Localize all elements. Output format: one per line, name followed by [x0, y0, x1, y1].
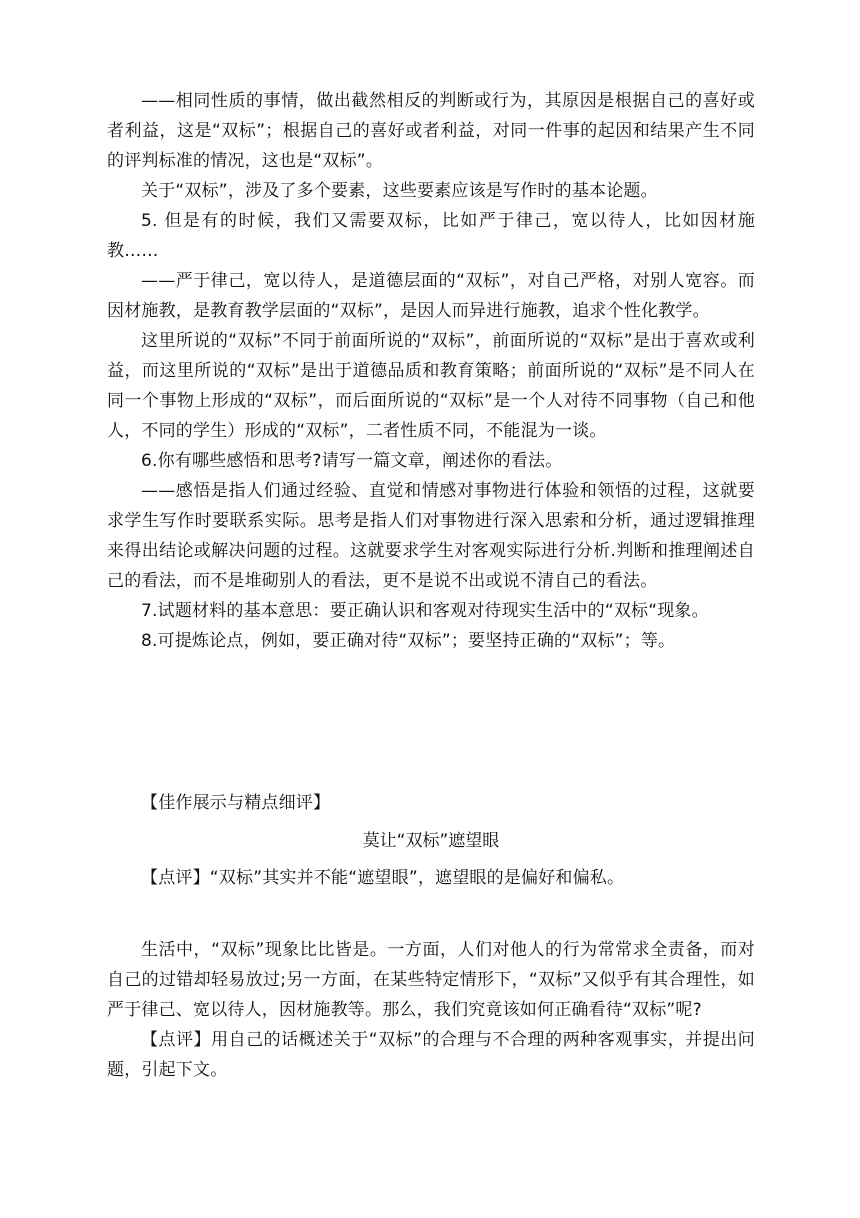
paragraph-moral-double-standard: ——严于律己，宽以待人，是道德层面的“双标”，对自己严格，对别人宽容。而因材施教，是教育教学层面的“双标”，是因人而异进行施教，追求个性化教学。: [107, 271, 755, 321]
paragraph-point-8: 8.可提炼论点，例如，要正确对待“双标”；要坚持正确的“双标”；等。: [141, 631, 676, 651]
essay-title: 莫让“双标”遮望眼: [362, 831, 500, 851]
paragraph-point-7: 7.试题材料的基本意思：要正确认识和客观对待现实生活中的“双标“现象。: [141, 601, 709, 621]
paragraph-elements: 关于“双标”，涉及了多个要素，这些要素应该是写作时的基本论题。: [141, 181, 658, 201]
paragraph-reflection: ——感悟是指人们通过经验、直觉和情感对事物进行体验和领悟的过程，这就要求学生写作时要联系实际。思考是指人们对事物进行深入思索和分析，通过逻辑推理来得出结论或解决问题的过程。这就要求学生对客观实际进行分析.判断和推理阐述自己的看法，而不是堆砌别人的看法，更不是说不出或说不清自己的看法。: [107, 481, 755, 591]
paragraph-point-5: 5. 但是有的时候，我们又需要双标，比如严于律己，宽以待人，比如因材施教……: [107, 211, 755, 261]
essay-heading-block: [107, 788, 755, 818]
comment-one: 【点评】“双标”其实并不能“遮望眼”，遮望眼的是偏好和偏私。: [141, 868, 625, 888]
paragraph-definition: ——相同性质的事情，做出截然相反的判断或行为，其原因是根据自己的喜好或者利益，这是“双标”；根据自己的喜好或者利益，对同一件事的起因和结果产生不同的评判标准的情况，这也是“双标”。: [107, 91, 755, 171]
comment-block-1: [107, 863, 755, 893]
essay-body: [107, 935, 755, 1085]
essay-paragraph-one: 生活中，“双标”现象比比皆是。一方面，人们对他人的行为常常求全责备，而对自己的过错却轻易放过;另一方面，在某些特定情形下，“双标”又似乎有其合理性，如严于律己、宽以待人，因材施教等。那么，我们究竟该如何正确看待“双标”呢?: [107, 940, 755, 1020]
paragraph-difference: 这里所说的“双标”不同于前面所说的“双标”，前面所说的“双标”是出于喜欢或利益，而这里所说的“双标”是出于道德品质和教育策略；前面所说的“双标”是不同人在同一个事物上形成的“双标”，而后面所说的“双标”是一个人对待不同事物（自己和他人，不同的学生）形成的“双标”，二者性质不同，不能混为一谈。: [107, 331, 755, 441]
section-heading: 【佳作展示与精点细评】: [141, 793, 331, 813]
paragraph-point-6: 6.你有哪些感悟和思考?请写一篇文章，阐述你的看法。: [141, 451, 563, 471]
analysis-section: [107, 86, 755, 656]
comment-two: 【点评】用自己的话概述关于“双标”的合理与不合理的两种客观事实，并提出问题，引起下文。: [107, 1030, 755, 1080]
